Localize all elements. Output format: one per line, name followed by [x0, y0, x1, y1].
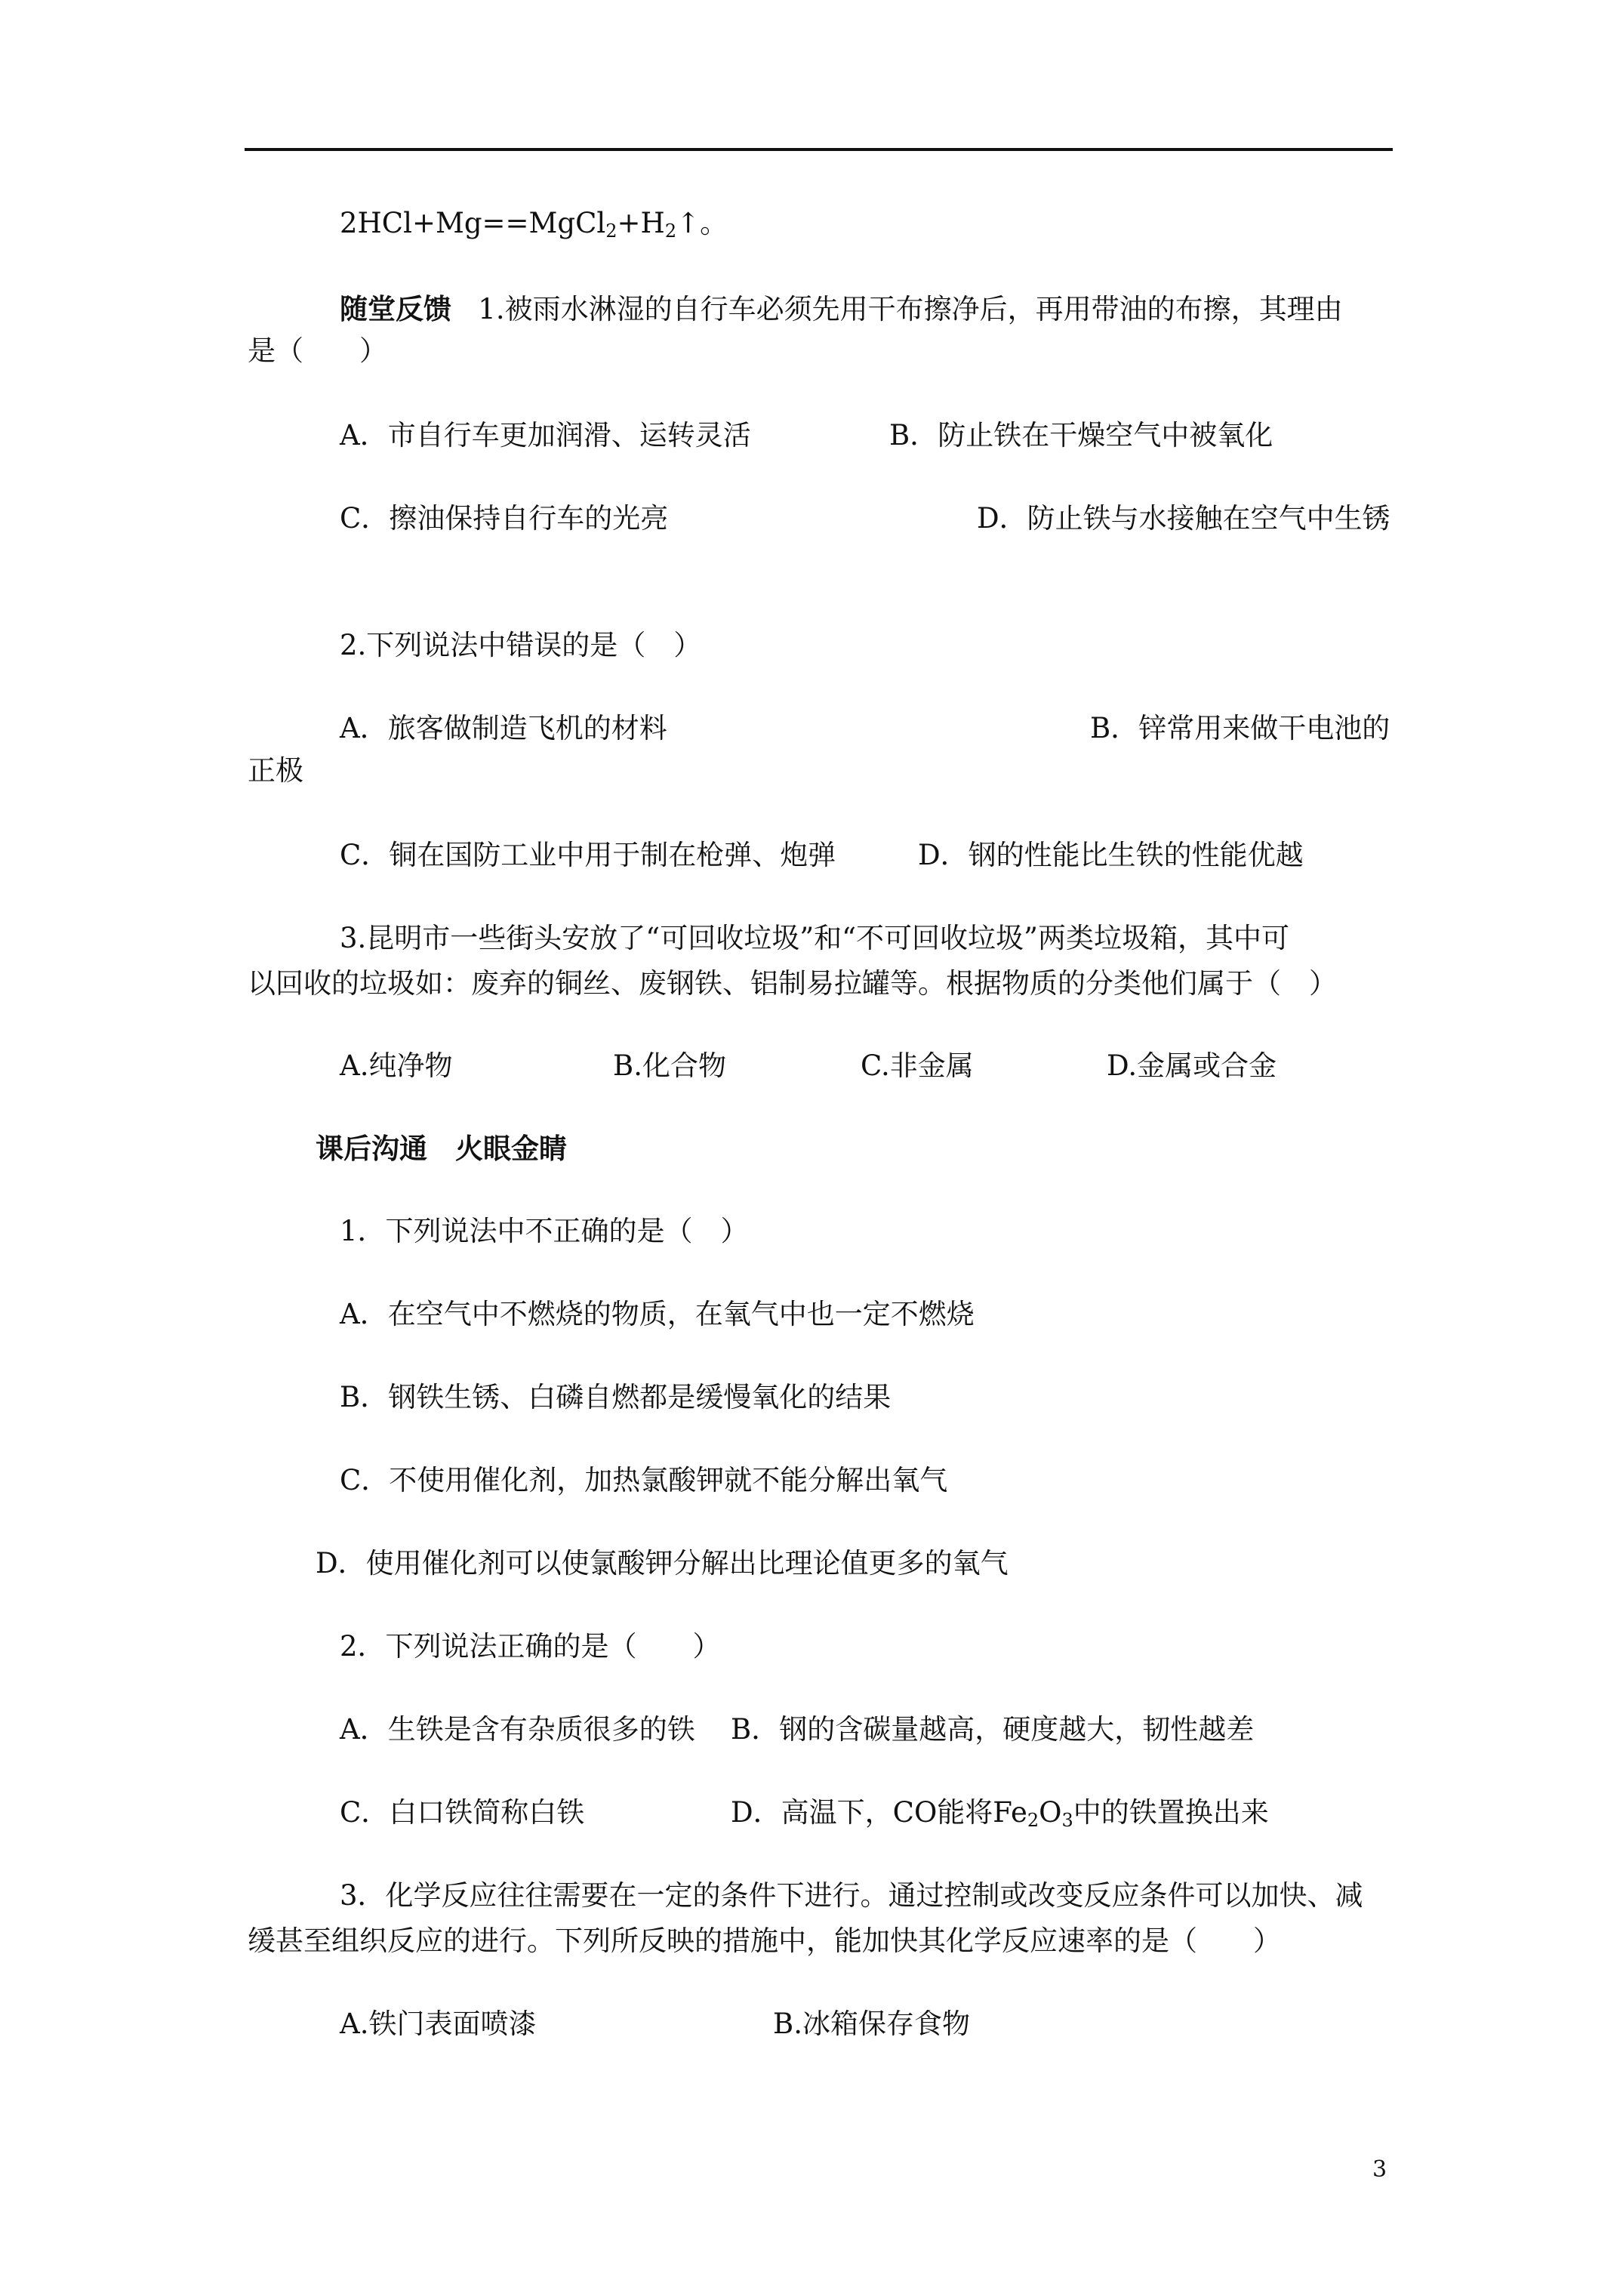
question-stem-cont: 是（ ） — [248, 334, 387, 367]
option-c: C.非金属 — [861, 1049, 974, 1082]
question-stem-cont: 以回收的垃圾如：废弃的铜丝、废钢铁、铝制易拉罐等。根据物质的分类他们属于（ ） — [248, 967, 1337, 1000]
option-d-part: O — [1039, 1796, 1062, 1829]
question-stem: 3.昆明市一些街头安放了“可回收垃圾”和“不可回收垃圾”两类垃圾箱，其中可 — [340, 922, 1289, 954]
equation-sub: 2 — [605, 220, 617, 242]
option-d: D．钢的性能比生铁的性能优越 — [918, 839, 1304, 871]
section-heading: 课后沟通 火眼金睛 — [316, 1132, 567, 1165]
option-b: B.冰箱保存食物 — [773, 2008, 970, 2040]
equation-part: 2HCl+Mg==MgCl — [340, 207, 606, 239]
option-d: D.金属或合金 — [1107, 1049, 1277, 1082]
question-stem-cont: 缓甚至组织反应的进行。下列所反映的措施中，能加快其化学反应速率的是（ ） — [248, 1925, 1281, 1957]
option-c: C．擦油保持自行车的光亮 — [340, 502, 669, 535]
question-stem: 2．下列说法正确的是（ ） — [340, 1630, 721, 1663]
option-d-part: D．高温下，CO能将Fe — [731, 1796, 1027, 1829]
option-a: A．旅客做制造飞机的材料 — [340, 712, 667, 744]
option-d-sub: 2 — [1027, 1810, 1039, 1831]
option-c: C．铜在国防工业中用于制在枪弹、炮弹 — [340, 839, 836, 871]
option-d-part: 中的铁置换出来 — [1073, 1796, 1269, 1829]
equation-part: ↑。 — [676, 207, 728, 239]
option-d: D．防止铁与水接触在空气中生锈 — [977, 502, 1390, 535]
option-c: C．白口铁简称白铁 — [340, 1796, 585, 1829]
option-b: B.化合物 — [613, 1049, 726, 1082]
feedback-q1-line — [340, 291, 1343, 327]
equation-line — [340, 206, 728, 241]
option-d — [731, 1795, 1269, 1830]
option-a: A．市自行车更加润滑、运转灵活 — [340, 419, 751, 451]
header-rule — [245, 148, 1393, 151]
page-number: 3 — [1372, 2156, 1387, 2183]
option-d: D．使用催化剂可以使氯酸钾分解出比理论值更多的氧气 — [316, 1547, 1009, 1579]
option-d-sub: 3 — [1061, 1810, 1073, 1831]
option-b: B．防止铁在干燥空气中被氧化 — [889, 419, 1273, 451]
section-heading: 随堂反馈 — [340, 292, 451, 325]
option-c: C．不使用催化剂，加热氯酸钾就不能分解出氧气 — [340, 1464, 948, 1496]
option-a: A．在空气中不燃烧的物质，在氧气中也一定不燃烧 — [340, 1298, 975, 1330]
question-stem: 3．化学反应往往需要在一定的条件下进行。通过控制或改变反应条件可以加快、减 — [340, 1879, 1363, 1912]
option-a: A.纯净物 — [340, 1049, 453, 1082]
question-stem: 2.下列说法中错误的是（ ） — [340, 629, 702, 661]
question-stem: 1．下列说法中不正确的是（ ） — [340, 1215, 749, 1247]
option-b: B．钢的含碳量越高，硬度越大，韧性越差 — [731, 1713, 1255, 1746]
option-b: B．钢铁生锈、白磷自燃都是缓慢氧化的结果 — [340, 1381, 892, 1413]
equation-part: +H — [617, 207, 665, 239]
option-b: B．锌常用来做干电池的 — [1090, 712, 1390, 744]
equation-sub: 2 — [664, 220, 677, 242]
option-b-wrap: 正极 — [248, 754, 303, 787]
question-stem: 1.被雨水淋湿的自行车必须先用干布擦净后，再用带油的布擦，其理由 — [478, 293, 1343, 325]
option-a: A.铁门表面喷漆 — [340, 2008, 537, 2040]
option-a: A．生铁是含有杂质很多的铁 — [340, 1713, 695, 1746]
